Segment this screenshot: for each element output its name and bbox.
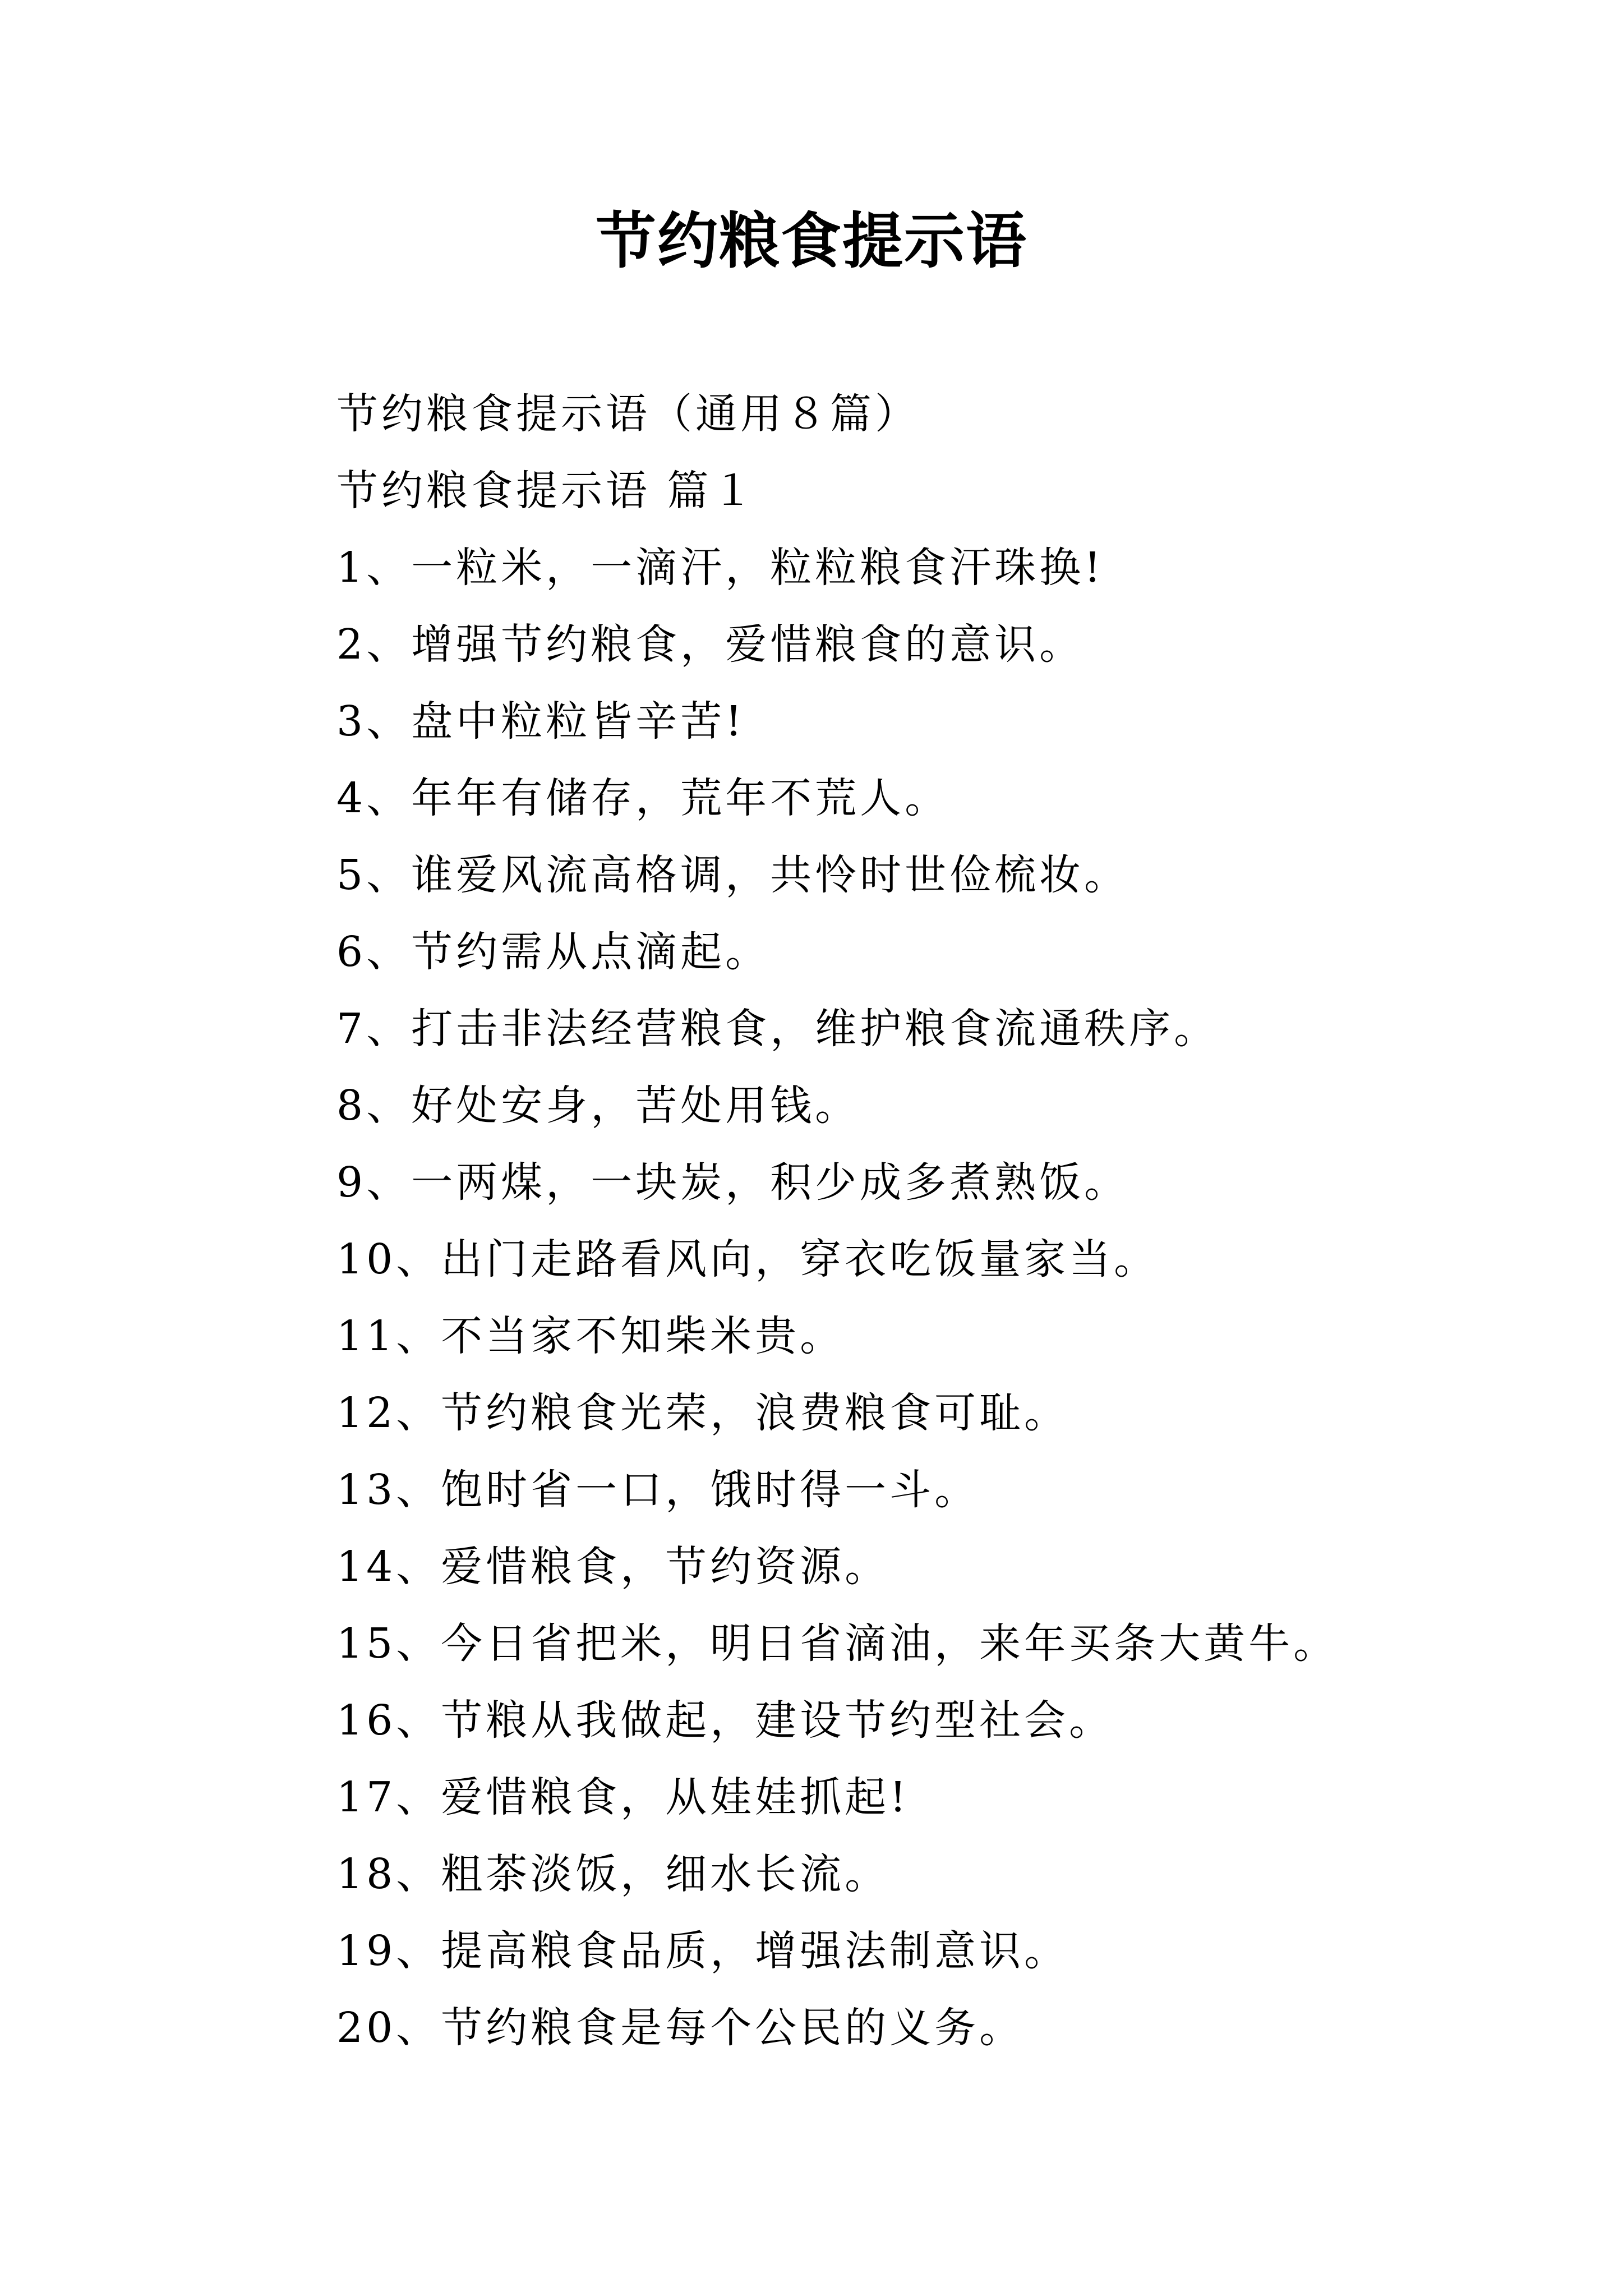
slogan-item: 17、爱惜粮食，从娃娃抓起! [336,1773,910,1821]
slogan-item: 5、谁爱风流高格调，共怜时世俭梳妆。 [336,851,1129,899]
document-title: 节约粮食提示语 [595,206,1027,277]
slogan-item: 19、提高粮食品质，增强法制意识。 [336,1927,1069,1975]
document-subtitle: 节约粮食提示语（通用８篇） [336,390,920,438]
slogan-item: 6、节约需从点滴起。 [336,928,771,976]
slogan-item: 1、一粒米，一滴汗，粒粒粮食汗珠换! [336,544,1104,592]
document-body [336,376,1542,2067]
slogan-item: 20、节约粮食是每个公民的义务。 [336,2004,1025,2052]
slogan-item: 7、打击非法经营粮食，维护粮食流通秩序。 [336,1005,1219,1053]
slogan-item: 13、饱时省一口，饿时得一斗。 [336,1466,980,1514]
section-heading: 节约粮食提示语 篇１ [336,467,757,515]
slogan-item: 10、出门走路看风向，穿衣吃饭量家当。 [336,1235,1159,1283]
slogan-item: 18、粗茶淡饭，细水长流。 [336,1850,890,1898]
slogan-item: 3、盘中粒粒皆辛苦! [336,697,745,746]
slogan-item: 4、年年有储存，荒年不荒人。 [336,774,950,822]
slogan-item: 8、好处安身，苦处用钱。 [336,1082,860,1130]
slogan-item: 9、一两煤，一块炭，积少成多煮熟饭。 [336,1158,1129,1207]
slogan-item: 14、爱惜粮食，节约资源。 [336,1543,890,1591]
slogan-item: 12、节约粮食光荣，浪费粮食可耻。 [336,1389,1069,1437]
slogan-item: 2、增强节约粮食，爱惜粮食的意识。 [336,620,1085,669]
slogan-item: 15、今日省把米，明日省滴油，来年买条大黄牛。 [336,1619,1339,1668]
slogan-item: 11、不当家不知柴米贵。 [336,1312,845,1360]
slogan-item: 16、节粮从我做起，建设节约型社会。 [336,1696,1114,1745]
